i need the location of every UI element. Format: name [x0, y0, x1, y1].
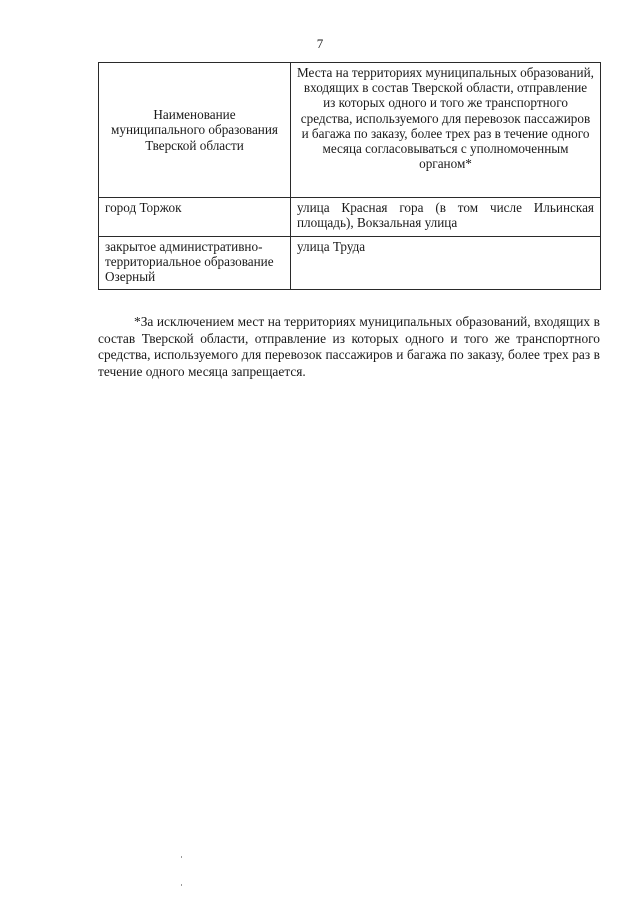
cell-places: улица Красная гора (в том числе Ильинская площадь), Вокзальная улица: [291, 198, 601, 237]
places-table: [98, 62, 601, 290]
cell-places: улица Труда: [291, 237, 601, 290]
table-row: [99, 198, 601, 237]
footnote: *За исключением мест на территориях муниципальных образований, входящих в состав Тверской области, отправление из которых одного и того же транспортного средства, используемого для перевозок пассажиров и багажа по заказу, более трех раз в течение одного месяца запрещается.: [98, 314, 600, 379]
cell-municipality: закрытое административно-территориальное образование Озерный: [99, 237, 291, 290]
scan-speck: [181, 884, 182, 886]
header-places: Места на территориях муниципальных образований, входящих в состав Тверской области, отправление из которых одного и того же транспортного средства, используемого для перевозок пассажиров и багажа по заказу, более трех раз в течение одного месяца согласовываться с уполномоченным органом*: [291, 63, 601, 198]
page-number: 7: [316, 36, 324, 51]
scan-speck: [181, 856, 182, 858]
header-municipality: Наименование муниципального образования Тверской области: [99, 63, 291, 198]
table-header-row: [99, 63, 601, 198]
table-row: [99, 237, 601, 290]
cell-municipality: город Торжок: [99, 198, 291, 237]
